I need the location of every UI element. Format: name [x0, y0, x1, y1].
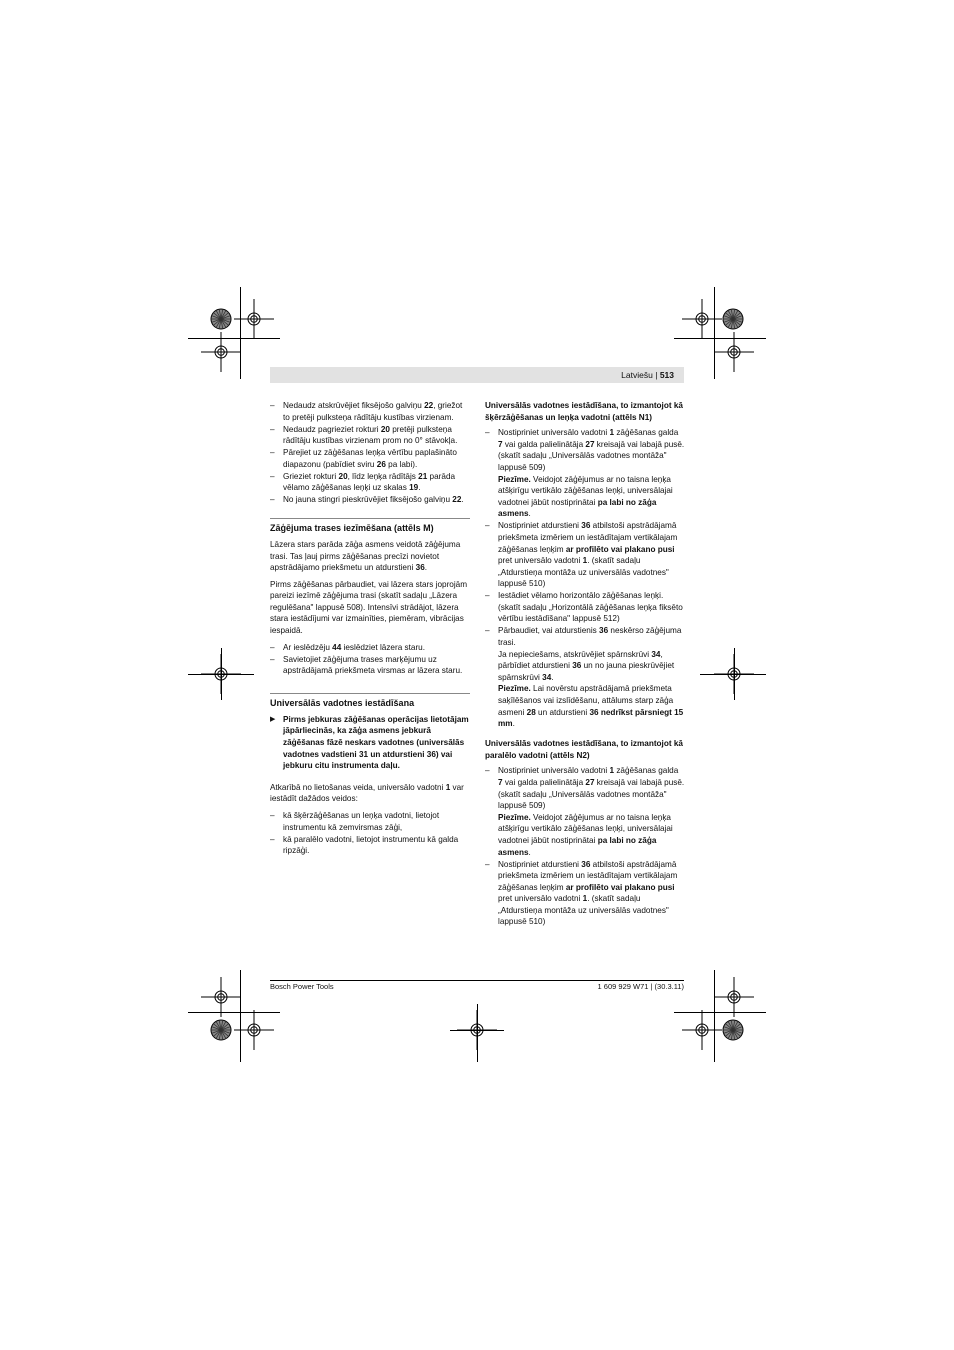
header-separator: | — [655, 370, 658, 380]
list-item: – Nedaudz pagrieziet rokturi 20 pretēji pulksteņa rādītāju kustības virzienam prom no 0° stāvokļa. — [270, 424, 458, 446]
left-column — [270, 400, 470, 857]
step-note: Piezīme. Veidojot zāģējumus ar no taisna leņķa atšķirīgu vertikālo zāģēšanas leņķi, universālajai vadotnei jābūt nostiprinātai pa labi no zāģa asmens. — [498, 474, 673, 519]
parallel-steps — [485, 765, 685, 928]
right-column — [485, 400, 685, 928]
list-item: – Savietojiet zāģējuma trases marķējumu uz apstrādājamā priekšmeta virsmas ar lāzera staru. — [270, 654, 463, 676]
warning-text: Pirms jebkuras zāģēšanas operācijas lietotājam jāpārliecinās, ka zāģa asmens jebkurā zāģēšanas fāzē neskars vadotnes (universālās vadotnes vadstieni 31 un atdurstieni 36) vai jebkuru citu instrumenta daļu. — [283, 714, 469, 771]
list-item: – Nedaudz atskrūvējiet fiksējošo galviņu 22, griežot to pretēji pulksteņa rādītāju kustības virzienam. — [270, 401, 463, 422]
trim-line — [714, 287, 715, 379]
section-title-laser: Zāģējuma trases iezīmēšana (attēls M) — [270, 518, 470, 534]
step-item: – Nostipriniet universālo vadotni 1 zāģēšanas galda 7 vai galda palielinātāja 27 kreisajā vai labajā pusē. (skatīt sadaļu „Universālās vadotnes montāža" lappusē 509) Piezīme. Veidojot zāģējumus ar no taisna leņķa atšķirīgu vertikālo zāģēšanas leņķi, universālajai vadotnei jābūt nostiprinātai pa labi no zāģa asmens. — [485, 766, 685, 857]
trim-line — [674, 1012, 766, 1013]
settings-list — [270, 400, 470, 506]
list-item: – Pārejiet uz zāģēšanas leņķa vērtību paplašināto diapazonu (pabīdiet sviru 26 pa labi). — [270, 448, 457, 469]
registration-mark-icon — [714, 977, 754, 1017]
crosscut-steps — [485, 427, 685, 730]
list-item: – Ar ieslēdzēju 44 ieslēdziet lāzera staru. — [270, 642, 425, 652]
trim-line — [674, 338, 766, 339]
footer-doc-id: 1 609 929 W71 | (30.3.11) — [597, 982, 684, 991]
step-note: Piezīme. Lai novērstu apstrādājamā priekšmeta saķīlēšanos vai izslīdēšanu, attālums starp zāģa asmeni 28 un atdurstieni 36 nedrīkst pārsniegt 15 mm. — [498, 684, 684, 729]
trim-line — [714, 970, 715, 1062]
laser-list — [270, 642, 470, 677]
step-item: – Pārbaudiet, vai atdurstienis 36 neskērso zāģējuma trasi. Ja nepieciešams, atskrūvējiet spārnskrūvi 34, pārbīdiet atdurstieni 36 un no jauna pieskrūvējiet spārnskrūvi 34. Piezīme. Lai novērstu apstrādājamā priekšmeta saķīlēšanos vai izslīdēšanu, attālums starp zāģa asmeni 28 un atdurstieni 36 nedrīkst pārsniegt 15 mm. — [485, 626, 684, 729]
header-text — [621, 369, 674, 381]
trim-line — [240, 970, 241, 1062]
list-item: – kā paralēlo vadotni, lietojot instrumentu kā galda ripzāģi. — [270, 834, 459, 856]
trim-line — [734, 648, 735, 700]
trim-line — [477, 1004, 478, 1062]
page-header — [270, 367, 684, 383]
trim-line — [700, 674, 766, 675]
step-note: Piezīme. Veidojot zāģējumus ar no taisna leņķa atšķirīgu vertikālo zāģēšanas leņķi, universālajai vadotnei jābūt nostiprinātai pa labi no zāģa asmens. — [498, 812, 673, 857]
laser-paragraph-2: Pirms zāģēšanas pārbaudiet, vai lāzera stars joprojām pareizi iezīmē zāģējuma trasi (skatīt sadaļu „Lāzera regulēšana" lappusē 508). Intensīvi strādājot, lāzera stara iestādījumi var izmainīties, piemēram, vibrācijas iespaidā. — [270, 579, 468, 636]
guide-paragraph: Atkarībā no lietošanas veida, universālo vadotni 1 var iestādīt dažādos veidos: — [270, 782, 464, 804]
subhead-parallel: Universālās vadotnes iestādīšana, to izmantojot kā paralēlo vadotni (attēls N2) — [485, 739, 683, 760]
page-number: 513 — [659, 370, 674, 380]
list-item: – kā šķērzāģēšanas un leņķa vadotni, lietojot instrumentu kā zemvirsmas zāģi, — [270, 810, 440, 832]
warning-triangle-icon: ▶ — [270, 715, 276, 723]
guide-modes-list — [270, 810, 470, 857]
safety-warning — [270, 714, 470, 772]
footer-brand: Bosch Power Tools — [270, 982, 334, 991]
trim-line — [240, 287, 241, 379]
trim-line — [188, 338, 280, 339]
step-note: Ja nepieciešams, atskrūvējiet spārnskrūvi 34, pārbīdiet atdurstieni 36 un no jauna pieskrūvējiet spārnskrūvi 34. — [498, 649, 675, 682]
step-item: – Nostipriniet universālo vadotni 1 zāģēšanas galda 7 vai galda palielinātāja 27 kreisajā vai labajā pusē. (skatīt sadaļu „Universālās vadotnes montāža" lappusē 509) Piezīme. Veidojot zāģējumus ar no taisna leņķa atšķirīgu vertikālo zāģēšanas leņķi, universālajai vadotnei jābūt nostiprinātai pa labi no zāģa asmens. — [485, 428, 685, 519]
list-item: – No jauna stingri pieskrūvējiet fiksējošo galviņu 22. — [270, 495, 464, 505]
laser-paragraph-1: Lāzera stars parāda zāģa asmens veidotā zāģējuma trasi. Tas ļauj pirms zāģēšanas precīzi novietot apstrādājamo priekšmetu un atdurstieni 36. — [270, 539, 461, 573]
trim-line — [188, 1012, 280, 1013]
header-language: Latviešu — [621, 370, 653, 380]
step-item: – Nostipriniet atdurstieni 36 atbilstoši apstrādājamā priekšmeta izmēriem un iestādītajam vertikālajam zāģēšanas leņķim ar profilēto vai plakano pusi pret universālo vadotni 1. (skatīt sadaļu „Atdurstieņa montāža uz universālās vadotnes" lappusē 510) — [485, 859, 678, 927]
section-title-universal-guide: Universālās vadotnes iestādīšana — [270, 693, 470, 709]
step-item: – Iestādiet vēlamo horizontālo zāģēšanas leņķi. (skatīt sadaļu „Horizontālā zāģēšanas leņķa fiksēto vērtību iestādīšana" lappusē 512) — [485, 591, 683, 624]
step-item: – Nostipriniet atdurstieni 36 atbilstoši apstrādājamā priekšmeta izmēriem un iestādītajam vertikālajam zāģēšanas leņķim ar profilēto vai plakano pusi pret universālo vadotni 1. (skatīt sadaļu „Atdurstieņa montāža uz universālās vadotnes" lappusē 510) — [485, 521, 678, 589]
subhead-crosscut: Universālās vadotnes iestādīšana, to izmantojot kā šķērzāģēšanas un leņķa vadotni (attēls N1) — [485, 401, 683, 422]
list-item: – Grieziet rokturi 20, līdz leņķa rādītājs 21 parāda vēlamo zāģēšanas leņķi uz skalas 19. — [270, 471, 456, 493]
trim-line — [221, 648, 222, 700]
registration-mark-icon — [201, 977, 241, 1017]
footer-rule — [270, 980, 684, 981]
